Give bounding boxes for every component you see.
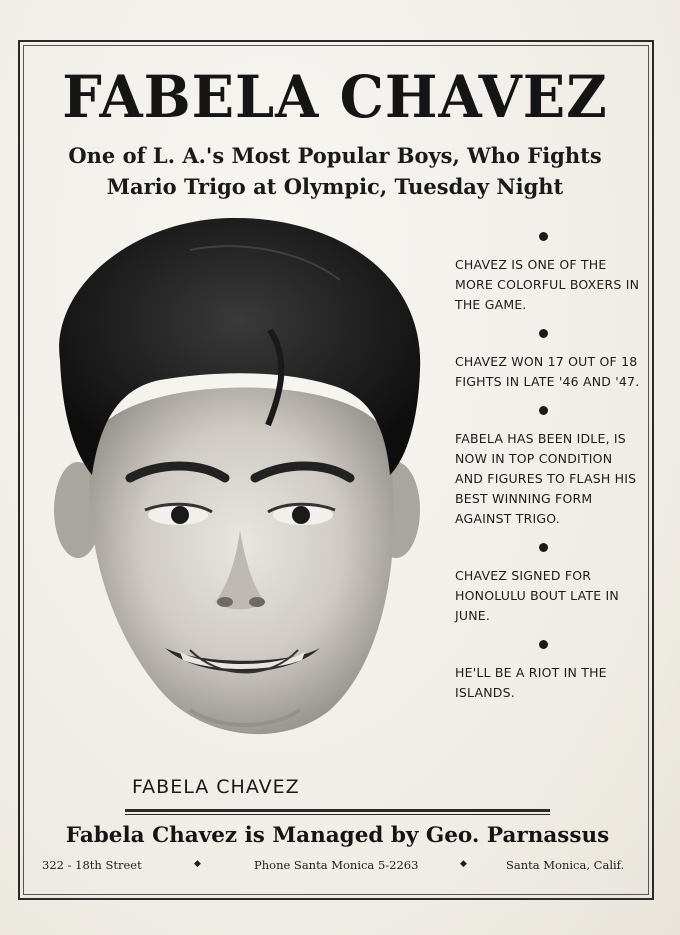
- fact-text: HE'LL BE A RIOT IN THE ISLANDS.: [455, 665, 607, 700]
- footer-phone: Phone Santa Monica 5-2263: [254, 858, 419, 872]
- bullet-dot-icon: [539, 329, 548, 338]
- bullet-dot-icon: [539, 232, 548, 241]
- subheadline-line-2: Mario Trigo at Olympic, Tuesday Night: [106, 174, 564, 199]
- divider-rule-thick: [125, 809, 550, 812]
- fact-item: [455, 543, 640, 626]
- bullet-dot-icon: [539, 640, 548, 649]
- boxer-portrait: [40, 210, 435, 770]
- footer-city: Santa Monica, Calif.: [506, 858, 625, 872]
- divider-rule-thin: [125, 814, 550, 815]
- headline: FABELA CHAVEZ: [62, 63, 608, 131]
- fact-text: FABELA HAS BEEN IDLE, IS NOW IN TOP CONDITION AND FIGURES TO FLASH HIS BEST WINNING FORM AGAINST TRIGO.: [455, 431, 637, 526]
- fact-text: CHAVEZ IS ONE OF THE MORE COLORFUL BOXERS IN THE GAME.: [455, 257, 640, 312]
- fact-item: [455, 232, 640, 315]
- contact-footer: [42, 858, 632, 876]
- portrait-caption: FABELA CHAVEZ: [132, 776, 300, 798]
- diamond-icon: ◆: [460, 859, 467, 869]
- diamond-icon: ◆: [194, 859, 201, 869]
- fact-item: [455, 329, 640, 392]
- fact-item: [455, 640, 640, 703]
- subheadline-line-1: One of L. A.'s Most Popular Boys, Who Fights: [68, 143, 602, 168]
- bullet-dot-icon: [539, 543, 548, 552]
- fact-text: CHAVEZ WON 17 OUT OF 18 FIGHTS IN LATE '46 AND '47.: [455, 354, 640, 389]
- fact-list: [455, 232, 640, 703]
- footer-address: 322 - 18th Street: [42, 858, 142, 872]
- fact-text: CHAVEZ SIGNED FOR HONOLULU BOUT LATE IN JUNE.: [455, 568, 619, 623]
- manager-line: Fabela Chavez is Managed by Geo. Parnassus: [65, 823, 610, 848]
- subheadline: [30, 140, 640, 202]
- bullet-dot-icon: [539, 406, 548, 415]
- fact-item: [455, 406, 640, 529]
